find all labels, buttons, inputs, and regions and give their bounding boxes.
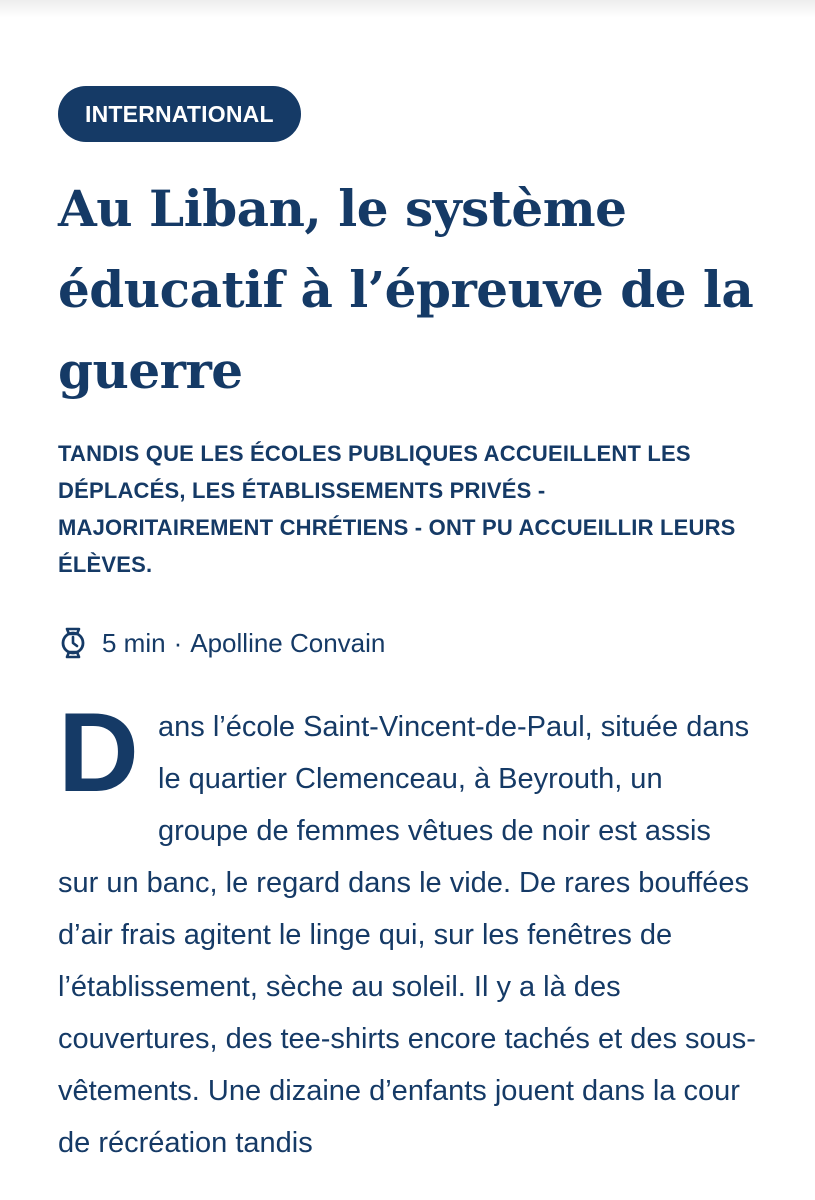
- meta-separator: ·: [173, 627, 183, 658]
- article-body: [58, 690, 758, 1169]
- article-meta: [58, 623, 758, 663]
- drop-cap: D: [58, 690, 139, 815]
- article: [58, 86, 758, 1169]
- article-paragraph: ans l’école Saint-Vincent-de-Paul, située dans le quartier Clemenceau, à Beyrouth, un groupe de femmes vêtues de noir est assis sur un banc, le regard dans le vide. De rares bouffées d’air frais agitent le linge qui, sur les fenêtres de l’établissement, sèche au soleil. Il y a là des couvertures, des tee-shirts encore tachés et des sous-vêtements. Une dizaine d’enfants jouent dans la cour de récréation tandis: [58, 711, 756, 1159]
- watch-icon: [58, 623, 88, 663]
- author-name[interactable]: Apolline Convain: [190, 627, 386, 658]
- category-badge[interactable]: INTERNATIONAL: [58, 86, 301, 142]
- reading-time: 5 min: [102, 627, 166, 658]
- article-headline: Au Liban, le système éducatif à l’épreuve de la guerre: [58, 179, 754, 400]
- article-subheadline: TANDIS QUE LES ÉCOLES PUBLIQUES ACCUEILLENT LES DÉPLACÉS, LES ÉTABLISSEMENTS PRIVÉS - MAJORITAIREMENT CHRÉTIENS - ONT PU ACCUEILLIR LEURS ÉLÈVES.: [58, 441, 736, 577]
- top-shadow: [0, 0, 815, 18]
